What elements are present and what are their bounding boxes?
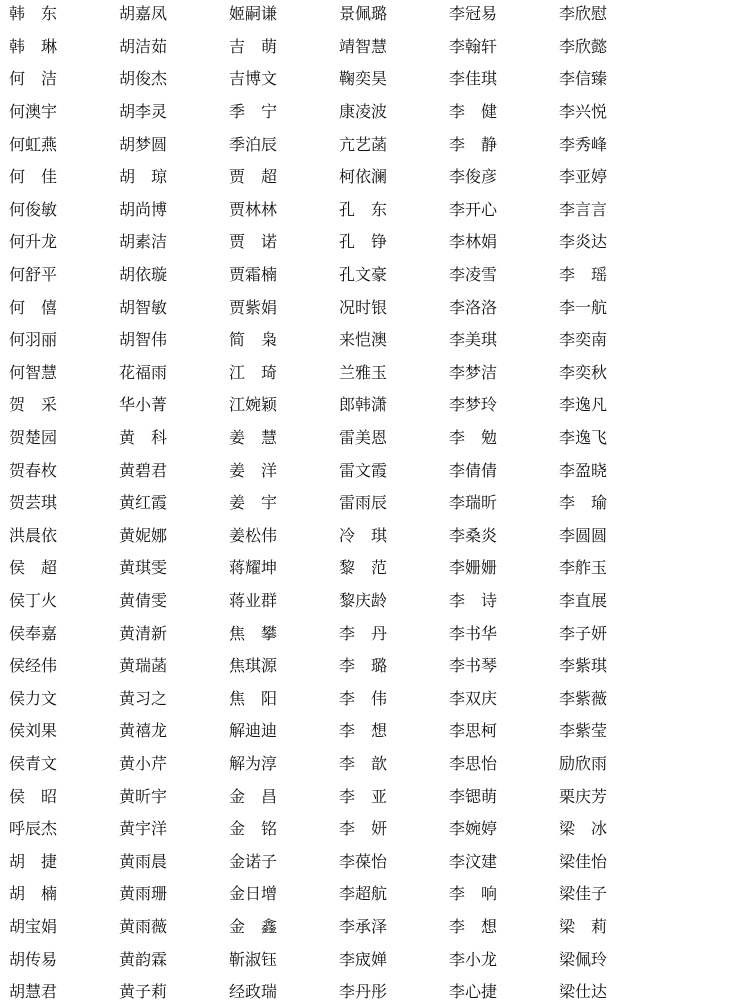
name-entry: 黄倩雯	[119, 590, 168, 610]
name-entry: 侯丁火	[9, 590, 58, 610]
name-entry: 何升龙	[9, 232, 58, 252]
name-entry: 韩 东	[9, 4, 58, 24]
name-entry: 李兴悦	[559, 102, 608, 122]
name-entry: 姬嗣谦	[229, 4, 278, 24]
name-entry: 黄雨晨	[119, 851, 168, 871]
name-entry: 江婉颖	[229, 395, 278, 415]
name-entry: 李 歆	[339, 753, 388, 773]
name-entry: 李 丹	[339, 623, 388, 643]
name-entry: 李 瑶	[559, 265, 608, 285]
name-entry: 贾林林	[229, 199, 278, 219]
name-entry: 胡 琼	[119, 167, 168, 187]
name-entry: 李秀峰	[559, 134, 608, 154]
name-entry: 李奕南	[559, 330, 608, 350]
name-entry: 李紫薇	[559, 688, 608, 708]
name-entry: 胡李灵	[119, 102, 168, 122]
name-entry: 贺芸琪	[9, 493, 58, 513]
name-entry: 黄子莉	[119, 982, 168, 1002]
name-entry: 李林娟	[449, 232, 498, 252]
name-entry: 黎庆龄	[339, 590, 388, 610]
name-entry: 韩 琳	[9, 36, 58, 56]
name-entry: 侯 昭	[9, 786, 58, 806]
name-entry: 黎 范	[339, 558, 388, 578]
name-entry: 梁 冰	[559, 819, 608, 839]
name-entry: 经政瑞	[229, 982, 278, 1002]
name-entry: 李丹彤	[339, 982, 388, 1002]
name-entry: 李俊彦	[449, 167, 498, 187]
name-entry: 李承泽	[339, 916, 388, 936]
name-entry: 胡梦圆	[119, 134, 168, 154]
name-entry: 简 枭	[229, 330, 278, 350]
name-entry: 黄宇洋	[119, 819, 168, 839]
name-entry: 冷 琪	[339, 525, 388, 545]
name-entry: 李言言	[559, 199, 608, 219]
name-entry: 焦 阳	[229, 688, 278, 708]
name-entry: 黄 科	[119, 428, 168, 448]
name-entry: 李思柯	[449, 721, 498, 741]
name-entry: 黄碧君	[119, 460, 168, 480]
name-entry: 胡 捷	[9, 851, 58, 871]
name-entry: 李 静	[449, 134, 498, 154]
name-entry: 花福雨	[119, 362, 168, 382]
name-entry: 李桑炎	[449, 525, 498, 545]
name-entry: 李亚婷	[559, 167, 608, 187]
name-entry: 李 伟	[339, 688, 388, 708]
name-entry: 雷美恩	[339, 428, 388, 448]
name-entry: 兰雅玉	[339, 362, 388, 382]
name-entry: 李美琪	[449, 330, 498, 350]
name-entry: 李逸凡	[559, 395, 608, 415]
name-entry: 黄瑞菡	[119, 656, 168, 676]
name-entry: 金 鑫	[229, 916, 278, 936]
name-entry: 靖智慧	[339, 36, 388, 56]
name-entry: 李梦洁	[449, 362, 498, 382]
name-entry: 姜 宇	[229, 493, 278, 513]
name-entry: 贾霜楠	[229, 265, 278, 285]
name-entry: 洪晨依	[9, 525, 58, 545]
name-entry: 贾 超	[229, 167, 278, 187]
name-entry: 吉 萌	[229, 36, 278, 56]
name-entry: 李圆圆	[559, 525, 608, 545]
name-entry: 李 璐	[339, 656, 388, 676]
name-entry: 胡俊杰	[119, 69, 168, 89]
name-entry: 何澳宇	[9, 102, 58, 122]
name-entry: 贺春枚	[9, 460, 58, 480]
name-entry: 景佩璐	[339, 4, 388, 24]
name-entry: 胡智敏	[119, 297, 168, 317]
name-entry: 李开心	[449, 199, 498, 219]
name-entry: 黄昕宇	[119, 786, 168, 806]
name-entry: 孔 东	[339, 199, 388, 219]
name-entry: 姜 慧	[229, 428, 278, 448]
name-entry: 何智慧	[9, 362, 58, 382]
name-entry: 侯经伟	[9, 656, 58, 676]
name-entry: 胡嘉凤	[119, 4, 168, 24]
name-entry: 焦 攀	[229, 623, 278, 643]
name-entry: 金诺子	[229, 851, 278, 871]
name-entry: 季 宁	[229, 102, 278, 122]
name-entry: 姜松伟	[229, 525, 278, 545]
name-entry: 李盈晓	[559, 460, 608, 480]
name-entry: 黄雨珊	[119, 884, 168, 904]
name-entry: 李欣慰	[559, 4, 608, 24]
name-entry: 励欣雨	[559, 753, 608, 773]
name-entry: 贺楚园	[9, 428, 58, 448]
name-entry: 李宬婵	[339, 949, 388, 969]
name-entry: 黄琪雯	[119, 558, 168, 578]
name-entry: 李信臻	[559, 69, 608, 89]
name-entry: 李 妍	[339, 819, 388, 839]
name-entry: 华小菁	[119, 395, 168, 415]
name-entry: 侯力文	[9, 688, 58, 708]
name-entry: 黄红霞	[119, 493, 168, 513]
name-entry: 柯依澜	[339, 167, 388, 187]
name-entry: 李 想	[339, 721, 388, 741]
name-entry: 贺 采	[9, 395, 58, 415]
name-entry: 李 瑜	[559, 493, 608, 513]
name-entry: 季泊辰	[229, 134, 278, 154]
name-entry: 李 勉	[449, 428, 498, 448]
name-entry: 李 亚	[339, 786, 388, 806]
name-entry: 李锶萌	[449, 786, 498, 806]
name-entry: 李舴玉	[559, 558, 608, 578]
name-entry: 何 佳	[9, 167, 58, 187]
name-entry: 解为淳	[229, 753, 278, 773]
name-entry: 李姗姗	[449, 558, 498, 578]
name-entry: 李梦玲	[449, 395, 498, 415]
name-entry: 金 铭	[229, 819, 278, 839]
name-entry: 李葆怡	[339, 851, 388, 871]
name-entry: 李瑞昕	[449, 493, 498, 513]
name-entry: 焦琪源	[229, 656, 278, 676]
name-entry: 黄妮娜	[119, 525, 168, 545]
name-entry: 何 洁	[9, 69, 58, 89]
name-roster-grid	[9, 0, 729, 1008]
name-entry: 李佳琪	[449, 69, 498, 89]
name-entry: 胡依璇	[119, 265, 168, 285]
name-entry: 侯奉嘉	[9, 623, 58, 643]
name-entry: 李一航	[559, 297, 608, 317]
name-entry: 李小龙	[449, 949, 498, 969]
name-entry: 李欣懿	[559, 36, 608, 56]
name-entry: 胡传易	[9, 949, 58, 969]
name-entry: 黄小芹	[119, 753, 168, 773]
name-entry: 胡慧君	[9, 982, 58, 1002]
name-entry: 孔 铮	[339, 232, 388, 252]
name-entry: 李子妍	[559, 623, 608, 643]
name-entry: 李双庆	[449, 688, 498, 708]
name-entry: 李逸飞	[559, 428, 608, 448]
name-entry: 贾紫娟	[229, 297, 278, 317]
name-entry: 姜 洋	[229, 460, 278, 480]
name-entry: 李紫莹	[559, 721, 608, 741]
name-entry: 呼辰杰	[9, 819, 58, 839]
name-entry: 雷雨辰	[339, 493, 388, 513]
name-entry: 胡尚博	[119, 199, 168, 219]
name-entry: 李倩倩	[449, 460, 498, 480]
name-entry: 李汶建	[449, 851, 498, 871]
name-entry: 侯 超	[9, 558, 58, 578]
name-entry: 解迪迪	[229, 721, 278, 741]
name-entry: 何 僖	[9, 297, 58, 317]
name-entry: 黄禧龙	[119, 721, 168, 741]
name-entry: 李直展	[559, 590, 608, 610]
name-entry: 雷文霞	[339, 460, 388, 480]
name-entry: 李心捷	[449, 982, 498, 1002]
name-entry: 吉博文	[229, 69, 278, 89]
name-entry: 梁佳怡	[559, 851, 608, 871]
name-entry: 何俊敏	[9, 199, 58, 219]
name-entry: 梁佩玲	[559, 949, 608, 969]
name-entry: 蒋业群	[229, 590, 278, 610]
name-entry: 李婉婷	[449, 819, 498, 839]
name-entry: 李 诗	[449, 590, 498, 610]
name-entry: 李炎达	[559, 232, 608, 252]
name-entry: 李洛洛	[449, 297, 498, 317]
name-entry: 李冠易	[449, 4, 498, 24]
name-entry: 李 健	[449, 102, 498, 122]
name-entry: 蒋耀坤	[229, 558, 278, 578]
name-entry: 梁仕达	[559, 982, 608, 1002]
name-entry: 来恺澳	[339, 330, 388, 350]
name-entry: 胡洁茹	[119, 36, 168, 56]
name-entry: 李书华	[449, 623, 498, 643]
name-entry: 黄韵霖	[119, 949, 168, 969]
name-entry: 李超航	[339, 884, 388, 904]
name-entry: 李奕秋	[559, 362, 608, 382]
name-entry: 靳淑钰	[229, 949, 278, 969]
name-entry: 李书琴	[449, 656, 498, 676]
name-entry: 贾 诺	[229, 232, 278, 252]
name-entry: 鞠奕昊	[339, 69, 388, 89]
name-entry: 梁 莉	[559, 916, 608, 936]
name-entry: 侯青文	[9, 753, 58, 773]
name-entry: 康凌波	[339, 102, 388, 122]
name-entry: 孔文豪	[339, 265, 388, 285]
name-entry: 李紫琪	[559, 656, 608, 676]
name-entry: 亢艺菡	[339, 134, 388, 154]
name-entry: 李 响	[449, 884, 498, 904]
name-entry: 胡宝娟	[9, 916, 58, 936]
name-entry: 李思怡	[449, 753, 498, 773]
name-entry: 何虹燕	[9, 134, 58, 154]
name-entry: 李凌雪	[449, 265, 498, 285]
name-entry: 郎韩潇	[339, 395, 388, 415]
name-entry: 栗庆芳	[559, 786, 608, 806]
name-entry: 梁佳子	[559, 884, 608, 904]
name-entry: 胡素洁	[119, 232, 168, 252]
name-entry: 胡 楠	[9, 884, 58, 904]
name-entry: 金 昌	[229, 786, 278, 806]
name-entry: 江 琦	[229, 362, 278, 382]
name-entry: 黄雨薇	[119, 916, 168, 936]
name-entry: 李翰轩	[449, 36, 498, 56]
name-entry: 侯刘果	[9, 721, 58, 741]
name-entry: 何舒平	[9, 265, 58, 285]
name-entry: 金日增	[229, 884, 278, 904]
name-entry: 况时银	[339, 297, 388, 317]
name-entry: 黄清新	[119, 623, 168, 643]
name-entry: 黄习之	[119, 688, 168, 708]
name-entry: 胡智伟	[119, 330, 168, 350]
name-entry: 李 想	[449, 916, 498, 936]
name-entry: 何羽丽	[9, 330, 58, 350]
